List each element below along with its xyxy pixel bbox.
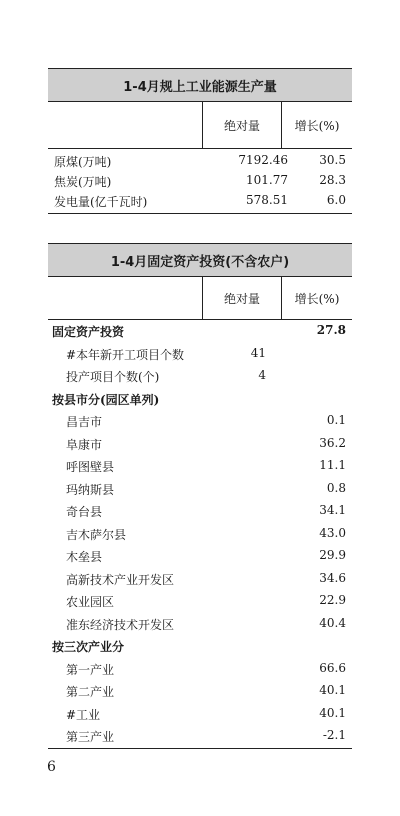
table-row — [48, 548, 352, 566]
table-row — [48, 706, 352, 724]
table-title: 1-4月固定资产投资(不含农户) — [48, 243, 352, 277]
fixed-asset-investment-table — [48, 243, 352, 749]
table-row — [48, 413, 352, 431]
row-label: 按三次产业分 — [52, 640, 125, 654]
table-header — [48, 277, 352, 320]
page-number: 6 — [47, 759, 56, 775]
row-absolute: 41 — [250, 345, 266, 360]
energy-production-table — [48, 68, 352, 214]
table-row — [48, 616, 352, 634]
row-label: 阜康市 — [66, 437, 103, 452]
row-absolute: 7192.46 — [238, 153, 288, 167]
row-label: 按县市分(园区单列) — [52, 392, 160, 407]
table-row — [48, 153, 352, 171]
table-title: 1-4月规上工业能源生产量 — [48, 68, 352, 102]
row-growth: 40.1 — [319, 683, 346, 697]
header-growth: 增长(%) — [281, 102, 352, 148]
row-label: 焦炭(万吨) — [54, 175, 112, 189]
row-label: 农业园区 — [66, 595, 115, 609]
row-label: 高新技术产业开发区 — [66, 572, 175, 587]
row-growth: 34.1 — [319, 503, 346, 517]
header-blank — [48, 277, 202, 319]
row-growth: -2.1 — [322, 728, 346, 742]
table-row — [48, 728, 352, 746]
row-growth: 34.6 — [319, 570, 346, 585]
row-label: #本年新开工项目个数 — [66, 347, 185, 362]
row-label: 准东经济技术开发区 — [66, 617, 175, 632]
table-row — [48, 193, 352, 211]
row-growth: 36.2 — [319, 435, 346, 450]
row-label: 昌吉市 — [66, 415, 103, 429]
table-row — [48, 173, 352, 191]
table-body — [48, 149, 352, 214]
table-row — [48, 593, 352, 611]
row-growth: 0.8 — [326, 480, 346, 495]
row-label: 第一产业 — [66, 662, 115, 677]
table-row — [48, 638, 352, 656]
row-growth: 11.1 — [319, 458, 346, 472]
table-row — [48, 526, 352, 544]
row-growth: 29.9 — [319, 548, 346, 562]
row-growth: 43.0 — [319, 525, 346, 540]
table-row — [48, 661, 352, 679]
row-growth: 66.6 — [319, 660, 346, 675]
row-growth: 30.5 — [319, 153, 346, 167]
row-growth: 28.3 — [319, 173, 346, 187]
table-row — [48, 346, 352, 364]
row-label: 奇台县 — [66, 505, 103, 519]
table-row — [48, 323, 352, 341]
row-label: 投产项目个数(个) — [66, 370, 160, 384]
row-label: 吉木萨尔县 — [66, 527, 127, 542]
header-blank — [48, 102, 202, 148]
row-label: 固定资产投资 — [52, 325, 125, 339]
row-label: 原煤(万吨) — [54, 155, 112, 169]
row-growth: 40.1 — [319, 705, 346, 720]
row-absolute: 4 — [258, 368, 266, 382]
row-growth: 6.0 — [326, 193, 346, 207]
row-growth: 27.8 — [316, 323, 346, 337]
table-row — [48, 481, 352, 499]
table-row — [48, 391, 352, 409]
table-row — [48, 571, 352, 589]
row-label: 第三产业 — [66, 730, 115, 744]
table-row — [48, 436, 352, 454]
row-label: 呼图壁县 — [66, 460, 115, 474]
row-growth: 40.4 — [319, 615, 346, 630]
table-row — [48, 458, 352, 476]
row-label: #工业 — [66, 707, 101, 722]
row-label: 玛纳斯县 — [66, 482, 115, 497]
row-growth: 22.9 — [319, 593, 346, 607]
table-row — [48, 368, 352, 386]
table-row — [48, 503, 352, 521]
row-absolute: 101.77 — [246, 173, 288, 187]
header-growth: 增长(%) — [281, 277, 352, 319]
row-label: 第二产业 — [66, 685, 115, 699]
row-label: 木垒县 — [66, 550, 103, 564]
table-row — [48, 683, 352, 701]
table-header — [48, 102, 352, 149]
header-absolute: 绝对量 — [202, 277, 281, 319]
header-absolute: 绝对量 — [202, 102, 281, 148]
row-absolute: 578.51 — [246, 193, 288, 207]
table-body — [48, 320, 352, 749]
row-label: 发电量(亿千瓦时) — [54, 195, 148, 209]
row-growth: 0.1 — [326, 413, 346, 427]
